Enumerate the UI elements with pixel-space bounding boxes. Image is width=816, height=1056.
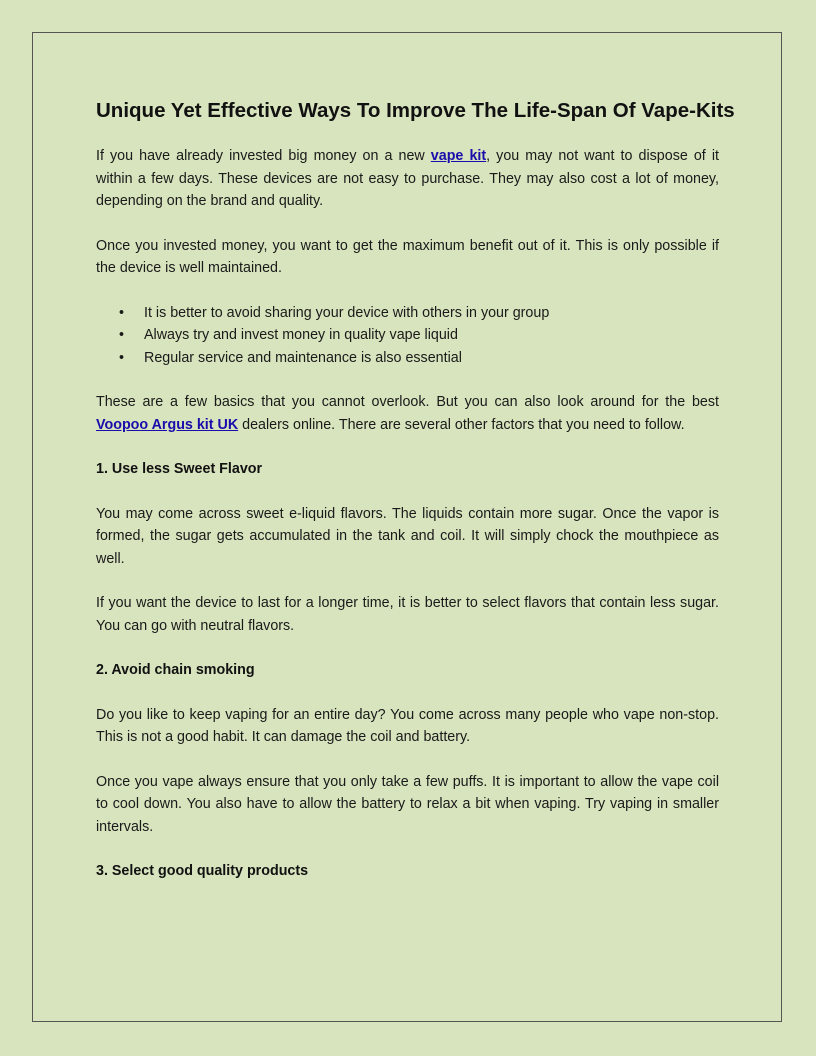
section-heading-sweet-flavor: 1. Use less Sweet Flavor bbox=[96, 461, 263, 477]
bullet-icon: • bbox=[119, 304, 125, 321]
chain-smoking-paragraph-1: Do you like to keep vaping for an entire day? You come across many people who vape non-stop. This is not a good habit. It can damage the coil and battery. bbox=[96, 706, 719, 745]
chain-smoking-paragraph-2: Once you vape always ensure that you only take a few puffs. It is important to allow the vape coil to cool down. You also have to allow the battery to relax a bit when vaping. Try vaping in smaller intervals. bbox=[96, 773, 719, 835]
sweet-flavor-paragraph-2: If you want the device to last for a longer time, it is better to select flavors that contain less sugar. You can go with neutral flavors. bbox=[96, 595, 719, 634]
tips-list bbox=[96, 302, 719, 370]
dealers-text-before: These are a few basics that you cannot overlook. But you can also look around for the best bbox=[96, 394, 719, 410]
page-title: Unique Yet Effective Ways To Improve The Life-Span Of Vape-Kits bbox=[96, 99, 735, 122]
bullet-icon: • bbox=[119, 349, 125, 366]
section-heading-chain-smoking: 2. Avoid chain smoking bbox=[96, 662, 255, 678]
bullet-icon: • bbox=[119, 327, 125, 343]
section-heading-quality-products: 3. Select good quality products bbox=[96, 863, 309, 879]
maintenance-paragraph: Once you invested money, you want to get the maximum benefit out of it. This is only possible if the device is well maintained. bbox=[96, 237, 719, 276]
list-item bbox=[119, 324, 719, 347]
vape-kit-link[interactable]: vape kit bbox=[430, 148, 487, 164]
sweet-flavor-paragraph-1: You may come across sweet e-liquid flavors. The liquids contain more sugar. Once the vapor is formed, the sugar gets accumulated in the tank and coil. It will simply chock the mouthpiece as well. bbox=[96, 505, 719, 567]
list-item bbox=[119, 302, 719, 325]
dealers-text-after: dealers online. There are several other factors that you need to follow. bbox=[238, 416, 685, 433]
list-item-text: It is better to avoid sharing your device with others in your group bbox=[144, 304, 550, 321]
list-item bbox=[119, 347, 719, 370]
dealers-paragraph bbox=[96, 391, 719, 436]
list-item-text: Always try and invest money in quality vape liquid bbox=[144, 327, 458, 343]
intro-text-after: , you may not want to dispose of it within a few days. These devices are not easy to purchase. They may also cost a lot of money, depending on the brand and quality. bbox=[96, 148, 719, 209]
intro-paragraph bbox=[96, 145, 719, 213]
list-item-text: Regular service and maintenance is also essential bbox=[144, 349, 462, 366]
document-body bbox=[96, 96, 735, 905]
intro-text-before: If you have already invested big money on a new bbox=[96, 148, 431, 164]
voopoo-argus-link[interactable]: Voopoo Argus kit UK bbox=[96, 416, 239, 433]
